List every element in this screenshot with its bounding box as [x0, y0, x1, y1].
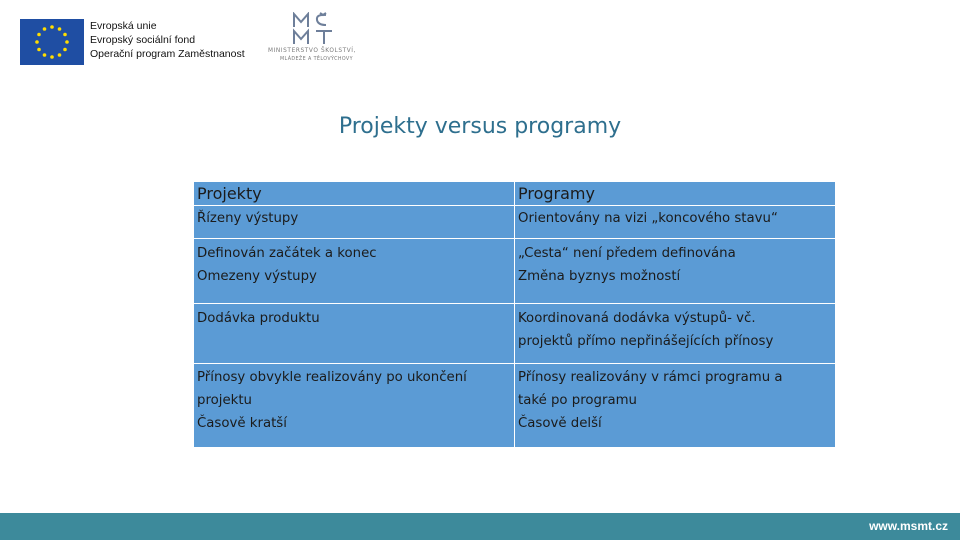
cell-text: Časově kratší — [197, 416, 287, 431]
eu-text-line: Operační program Zaměstnanost — [90, 48, 245, 60]
table-cell — [194, 304, 515, 364]
comparison-table — [193, 181, 836, 448]
cell-text: Přínosy realizovány v rámci programu a — [518, 370, 783, 385]
header-cell-projects: Projekty — [194, 182, 515, 206]
eu-text-line: Evropský sociální fond — [90, 34, 196, 46]
cell-text: „Cesta“ není předem definována — [518, 246, 736, 261]
cell-text: projektu — [197, 393, 252, 408]
header-cell-programs: Programy — [515, 182, 836, 206]
table-row — [194, 304, 836, 364]
eu-program-text — [90, 19, 245, 61]
table-cell — [515, 206, 836, 239]
footer-website-link[interactable]: www.msmt.cz — [869, 519, 948, 533]
table-cell — [515, 364, 836, 448]
msmt-name-line2: MLÁDEŽE A TĚLOVÝCHOVY — [280, 57, 353, 62]
cell-text: projektů přímo nepřinášejících přínosy — [518, 334, 774, 349]
cell-text: Řízeny výstupy — [197, 211, 299, 226]
table-header-row — [194, 182, 836, 206]
table-cell — [194, 364, 515, 448]
cell-text: Koordinovaná dodávka výstupů- vč. — [518, 311, 756, 326]
table-row — [194, 364, 836, 448]
cell-text: Časově delší — [518, 416, 602, 431]
msmt-mark — [292, 12, 340, 48]
msmt-name-line1: MINISTERSTVO ŠKOLSTVÍ, — [268, 48, 357, 54]
eu-stars-icon — [20, 19, 84, 65]
table-row — [194, 239, 836, 304]
msmt-logo — [266, 12, 368, 66]
table-cell — [194, 239, 515, 304]
table-cell — [194, 206, 515, 239]
cell-text: Omezeny výstupy — [197, 269, 317, 284]
cell-text: Definován začátek a konec — [197, 246, 377, 261]
table-row — [194, 206, 836, 239]
eu-text-line: Evropská unie — [90, 20, 157, 32]
cell-text: Přínosy obvykle realizovány po ukončení — [197, 370, 467, 385]
msmt-monogram-icon — [292, 12, 340, 46]
slide-title: Projekty versus programy — [338, 114, 622, 139]
cell-text: Změna byznys možností — [518, 269, 681, 284]
cell-text: také po programu — [518, 393, 637, 408]
cell-text: Orientovány na vizi „koncového stavu“ — [518, 211, 778, 226]
footer-bar — [0, 513, 960, 540]
table-cell — [515, 239, 836, 304]
eu-flag-logo — [20, 19, 84, 65]
cell-text: Dodávka produktu — [197, 311, 320, 326]
table-cell — [515, 304, 836, 364]
